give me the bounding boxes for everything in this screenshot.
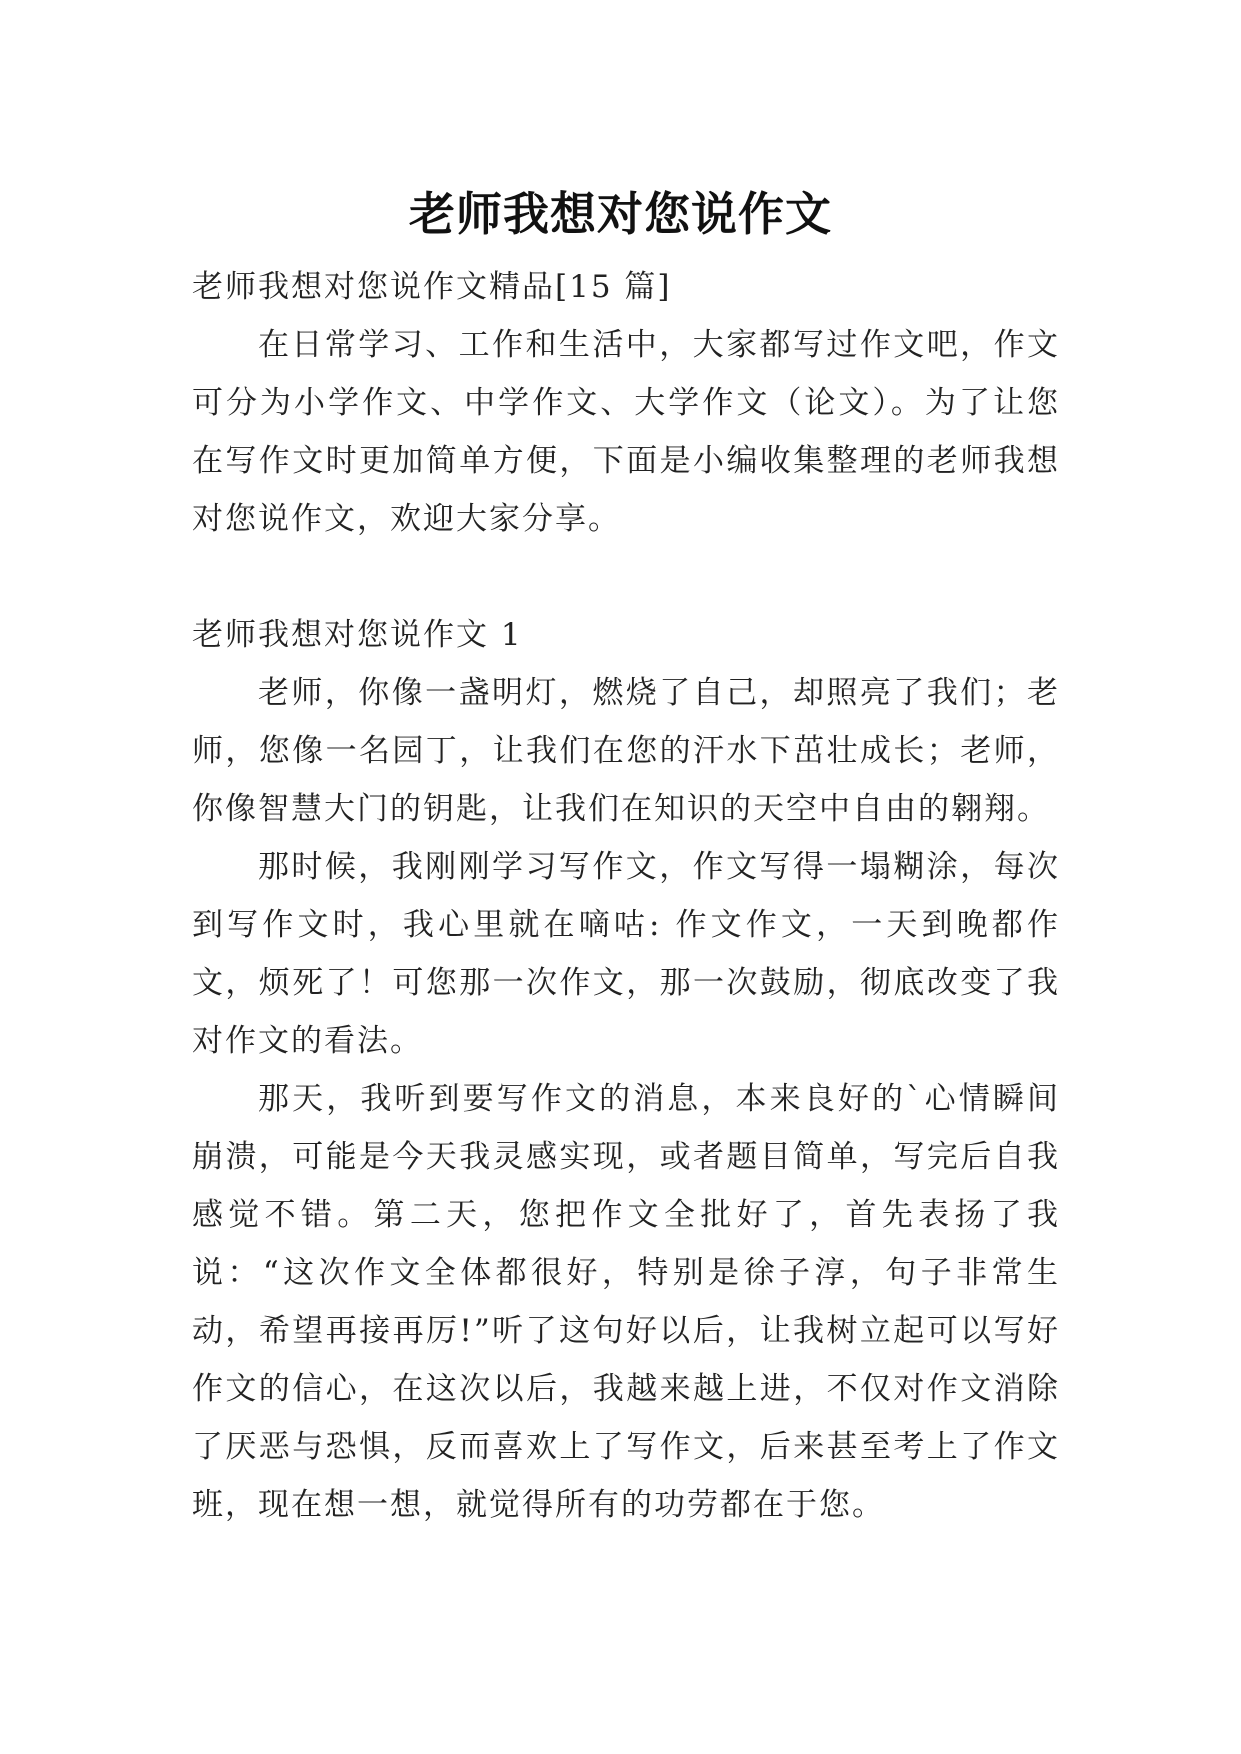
body-paragraph: 那天，我听到要写作文的消息，本来良好的`心情瞬间崩溃，可能是今天我灵感实现，或者题目简单，写完后自我感觉不错。第二天，您把作文全批好了，首先表扬了我说：“这次作文全体都很好，特别是徐子淳，句子非常生动，希望再接再厉!”听了这句好以后，让我树立起可以写好作文的信心，在这次以后，我越来越上进，不仅对作文消除了厌恶与恐惧，反而喜欢上了写作文，后来甚至考上了作文班，现在想一想，就觉得所有的功劳都在于您。 [192,1081,1060,1523]
document-subtitle: 老师我想对您说作文精品[15 篇] [192,269,672,305]
document-body [192,258,1060,1534]
section-spacer [192,548,1060,606]
body-paragraph: 那时候，我刚刚学习写作文，作文写得一塌糊涂，每次到写作文时，我心里就在嘀咕: 作文作文，一天到晚都作文，烦死了！可您那一次作文，那一次鼓励，彻底改变了我对作文的看法。 [192,849,1060,1059]
document-title: 老师我想对您说作文 [409,186,832,241]
body-paragraph: 老师，你像一盏明灯，燃烧了自己，却照亮了我们；老师，您像一名园丁，让我们在您的汗水下茁壮成长；老师，你像智慧大门的钥匙，让我们在知识的天空中自由的翱翔。 [192,675,1060,827]
intro-paragraph: 在日常学习、工作和生活中，大家都写过作文吧，作文可分为小学作文、中学作文、大学作文（论文）。为了让您在写作文时更加简单方便，下面是小编收集整理的老师我想对您说作文，欢迎大家分享。 [192,327,1060,537]
section-heading: 老师我想对您说作文 1 [192,617,523,653]
